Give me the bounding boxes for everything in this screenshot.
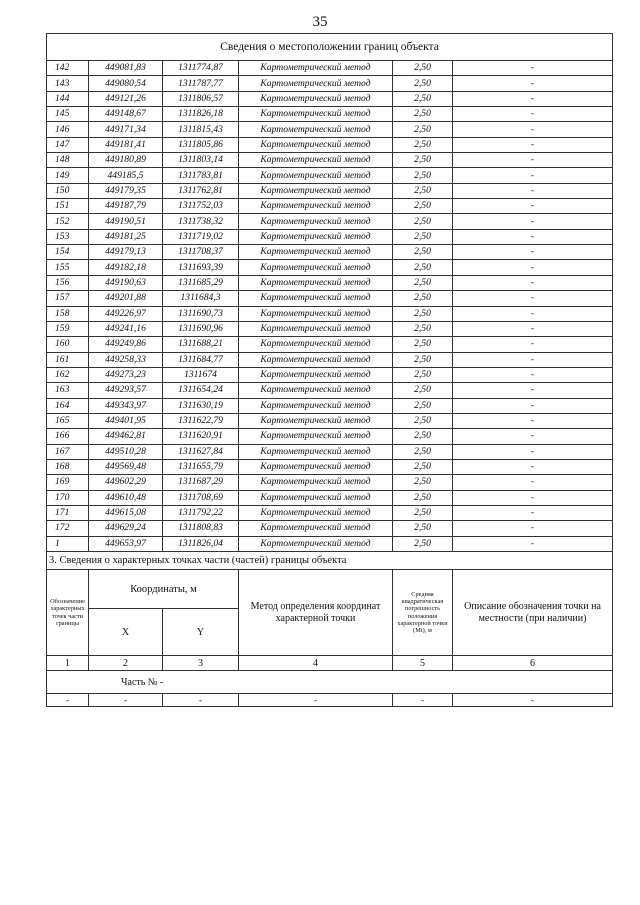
cell-x: 449569,48 [89, 459, 163, 474]
cell-n: 172 [47, 521, 89, 536]
part-cell [47, 671, 613, 694]
cell-n: 142 [47, 61, 89, 76]
cell-y: 1311684,3 [163, 291, 239, 306]
cell-desc: - [453, 521, 613, 536]
empty-cell: - [47, 694, 89, 707]
cell-n: 151 [47, 199, 89, 214]
cell-n: 170 [47, 490, 89, 505]
cell-method: Картометрический метод [239, 352, 393, 367]
cell-desc: - [453, 444, 613, 459]
table-row [47, 383, 613, 398]
table-row [47, 153, 613, 168]
cell-n: 150 [47, 183, 89, 198]
cell-x: 449258,33 [89, 352, 163, 367]
cell-x: 449273,23 [89, 367, 163, 382]
cell-desc: - [453, 413, 613, 428]
cell-n: 148 [47, 153, 89, 168]
cell-mt: 2,50 [393, 352, 453, 367]
cell-y: 1311654,24 [163, 383, 239, 398]
table-row [47, 352, 613, 367]
cell-desc: - [453, 183, 613, 198]
cell-n: 161 [47, 352, 89, 367]
cell-n: 160 [47, 337, 89, 352]
header-mt: Средняя квадратическая погрешность положения характерной точки (Mt), м [393, 570, 453, 656]
section-title-row [47, 34, 613, 61]
cell-x: 449241,16 [89, 321, 163, 336]
cell-method: Картометрический метод [239, 505, 393, 520]
cell-mt: 2,50 [393, 398, 453, 413]
cell-y: 1311808,83 [163, 521, 239, 536]
table-row [47, 229, 613, 244]
cell-x: 449653,97 [89, 536, 163, 551]
cell-n: 156 [47, 275, 89, 290]
cell-method: Картометрический метод [239, 168, 393, 183]
cell-n: 1 [47, 536, 89, 551]
cell-n: 171 [47, 505, 89, 520]
table-row [47, 505, 613, 520]
cell-method: Картометрический метод [239, 444, 393, 459]
table-row [47, 291, 613, 306]
cell-mt: 2,50 [393, 107, 453, 122]
cell-y: 1311762,81 [163, 183, 239, 198]
column-number: 5 [393, 656, 453, 671]
header-point: Обозначение характерных точек части границы [47, 570, 89, 656]
column-number: 2 [89, 656, 163, 671]
table-row [47, 137, 613, 152]
cell-desc: - [453, 229, 613, 244]
cell-mt: 2,50 [393, 367, 453, 382]
cell-n: 164 [47, 398, 89, 413]
cell-y: 1311783,81 [163, 168, 239, 183]
table-row [47, 214, 613, 229]
table-row [47, 76, 613, 91]
cell-method: Картометрический метод [239, 122, 393, 137]
cell-x: 449080,54 [89, 76, 163, 91]
cell-x: 449615,08 [89, 505, 163, 520]
cell-mt: 2,50 [393, 199, 453, 214]
cell-y: 1311674 [163, 367, 239, 382]
cell-y: 1311792,22 [163, 505, 239, 520]
cell-desc: - [453, 153, 613, 168]
cell-x: 449201,88 [89, 291, 163, 306]
cell-y: 1311708,37 [163, 245, 239, 260]
cell-desc: - [453, 475, 613, 490]
cell-n: 158 [47, 306, 89, 321]
cell-mt: 2,50 [393, 183, 453, 198]
header-desc: Описание обозначения точки на местности (при наличии) [453, 570, 613, 656]
cell-method: Картометрический метод [239, 245, 393, 260]
cell-mt: 2,50 [393, 137, 453, 152]
cell-y: 1311684,77 [163, 352, 239, 367]
cell-method: Картометрический метод [239, 76, 393, 91]
cell-method: Картометрический метод [239, 291, 393, 306]
cell-x: 449185,5 [89, 168, 163, 183]
cell-mt: 2,50 [393, 306, 453, 321]
cell-n: 154 [47, 245, 89, 260]
cell-mt: 2,50 [393, 91, 453, 106]
cell-method: Картометрический метод [239, 214, 393, 229]
cell-desc: - [453, 245, 613, 260]
cell-n: 147 [47, 137, 89, 152]
part-label: Часть № - [121, 676, 164, 688]
cell-method: Картометрический метод [239, 137, 393, 152]
cell-n: 143 [47, 76, 89, 91]
column-number: 3 [163, 656, 239, 671]
cell-x: 449343,97 [89, 398, 163, 413]
table-row [47, 490, 613, 505]
table-row [47, 61, 613, 76]
cell-mt: 2,50 [393, 429, 453, 444]
empty-cell: - [453, 694, 613, 707]
cell-y: 1311806,57 [163, 91, 239, 106]
cell-method: Картометрический метод [239, 306, 393, 321]
cell-method: Картометрический метод [239, 260, 393, 275]
cell-n: 145 [47, 107, 89, 122]
cell-method: Картометрический метод [239, 490, 393, 505]
cell-mt: 2,50 [393, 536, 453, 551]
column-numbers-row [47, 656, 613, 671]
cell-desc: - [453, 91, 613, 106]
cell-y: 1311622,79 [163, 413, 239, 428]
cell-mt: 2,50 [393, 521, 453, 536]
cell-x: 449610,48 [89, 490, 163, 505]
boundary-table-body [47, 34, 613, 707]
cell-x: 449510,28 [89, 444, 163, 459]
cell-x: 449121,26 [89, 91, 163, 106]
cell-mt: 2,50 [393, 505, 453, 520]
cell-desc: - [453, 505, 613, 520]
cell-desc: - [453, 61, 613, 76]
cell-n: 149 [47, 168, 89, 183]
table-row [47, 321, 613, 336]
column-number: 4 [239, 656, 393, 671]
cell-x: 449081,83 [89, 61, 163, 76]
cell-y: 1311803,14 [163, 153, 239, 168]
table-row [47, 367, 613, 382]
cell-n: 146 [47, 122, 89, 137]
table-row [47, 275, 613, 290]
cell-desc: - [453, 214, 613, 229]
cell-mt: 2,50 [393, 61, 453, 76]
cell-mt: 2,50 [393, 337, 453, 352]
cell-desc: - [453, 429, 613, 444]
section-title: Сведения о местоположении границ объекта [47, 34, 613, 61]
table-row [47, 521, 613, 536]
cell-x: 449629,24 [89, 521, 163, 536]
cell-y: 1311690,96 [163, 321, 239, 336]
table-row [47, 413, 613, 428]
cell-method: Картометрический метод [239, 321, 393, 336]
cell-y: 1311687,29 [163, 475, 239, 490]
cell-mt: 2,50 [393, 459, 453, 474]
table-row [47, 306, 613, 321]
cell-method: Картометрический метод [239, 398, 393, 413]
cell-desc: - [453, 306, 613, 321]
cell-method: Картометрический метод [239, 61, 393, 76]
cell-mt: 2,50 [393, 321, 453, 336]
cell-x: 449179,13 [89, 245, 163, 260]
cell-method: Картометрический метод [239, 337, 393, 352]
cell-mt: 2,50 [393, 214, 453, 229]
cell-x: 449181,41 [89, 137, 163, 152]
cell-desc: - [453, 137, 613, 152]
table-row [47, 183, 613, 198]
table-row [47, 536, 613, 551]
section3-title-row [47, 552, 613, 570]
cell-mt: 2,50 [393, 275, 453, 290]
cell-y: 1311719,02 [163, 229, 239, 244]
cell-method: Картометрический метод [239, 229, 393, 244]
cell-mt: 2,50 [393, 260, 453, 275]
cell-method: Картометрический метод [239, 383, 393, 398]
boundary-table-wrap [46, 33, 612, 707]
table-row [47, 429, 613, 444]
cell-method: Картометрический метод [239, 413, 393, 428]
cell-y: 1311620,91 [163, 429, 239, 444]
cell-method: Картометрический метод [239, 459, 393, 474]
cell-desc: - [453, 352, 613, 367]
table-row [47, 122, 613, 137]
cell-method: Картометрический метод [239, 199, 393, 214]
cell-desc: - [453, 383, 613, 398]
cell-y: 1311738,32 [163, 214, 239, 229]
cell-desc: - [453, 107, 613, 122]
cell-method: Картометрический метод [239, 153, 393, 168]
cell-n: 157 [47, 291, 89, 306]
cell-y: 1311688,21 [163, 337, 239, 352]
table-row [47, 398, 613, 413]
cell-mt: 2,50 [393, 383, 453, 398]
cell-n: 162 [47, 367, 89, 382]
cell-desc: - [453, 275, 613, 290]
cell-method: Картометрический метод [239, 536, 393, 551]
cell-desc: - [453, 536, 613, 551]
table-row [47, 459, 613, 474]
cell-method: Картометрический метод [239, 475, 393, 490]
header-y: Y [163, 609, 239, 656]
cell-n: 144 [47, 91, 89, 106]
table-row [47, 245, 613, 260]
cell-x: 449148,67 [89, 107, 163, 122]
cell-y: 1311774,87 [163, 61, 239, 76]
cell-mt: 2,50 [393, 122, 453, 137]
table-row [47, 444, 613, 459]
page-number: 35 [312, 14, 328, 30]
cell-mt: 2,50 [393, 291, 453, 306]
column-number: 6 [453, 656, 613, 671]
cell-x: 449249,86 [89, 337, 163, 352]
cell-method: Картометрический метод [239, 275, 393, 290]
cell-desc: - [453, 321, 613, 336]
cell-x: 449190,51 [89, 214, 163, 229]
cell-y: 1311752,03 [163, 199, 239, 214]
cell-desc: - [453, 76, 613, 91]
column-number: 1 [47, 656, 89, 671]
cell-x: 449226,97 [89, 306, 163, 321]
cell-n: 155 [47, 260, 89, 275]
cell-y: 1311826,04 [163, 536, 239, 551]
cell-x: 449293,57 [89, 383, 163, 398]
header-coords: Координаты, м [89, 570, 239, 609]
cell-n: 159 [47, 321, 89, 336]
cell-x: 449462,81 [89, 429, 163, 444]
cell-x: 449181,25 [89, 229, 163, 244]
cell-n: 166 [47, 429, 89, 444]
cell-n: 167 [47, 444, 89, 459]
cell-desc: - [453, 459, 613, 474]
cell-mt: 2,50 [393, 168, 453, 183]
table-row [47, 475, 613, 490]
empty-part-row [47, 694, 613, 707]
empty-cell: - [393, 694, 453, 707]
table-row [47, 107, 613, 122]
cell-method: Картометрический метод [239, 429, 393, 444]
cell-method: Картометрический метод [239, 367, 393, 382]
cell-x: 449171,34 [89, 122, 163, 137]
cell-x: 449187,79 [89, 199, 163, 214]
cell-y: 1311693,39 [163, 260, 239, 275]
cell-y: 1311690,73 [163, 306, 239, 321]
cell-mt: 2,50 [393, 413, 453, 428]
cell-y: 1311805,86 [163, 137, 239, 152]
cell-n: 152 [47, 214, 89, 229]
cell-mt: 2,50 [393, 153, 453, 168]
cell-desc: - [453, 168, 613, 183]
cell-desc: - [453, 398, 613, 413]
table-row [47, 168, 613, 183]
cell-y: 1311787,77 [163, 76, 239, 91]
cell-x: 449190,63 [89, 275, 163, 290]
cell-y: 1311655,79 [163, 459, 239, 474]
header-method: Метод определения координат характерной точки [239, 570, 393, 656]
cell-y: 1311708,69 [163, 490, 239, 505]
cell-desc: - [453, 199, 613, 214]
cell-n: 163 [47, 383, 89, 398]
cell-mt: 2,50 [393, 475, 453, 490]
cell-y: 1311826,18 [163, 107, 239, 122]
section3-title: 3. Сведения о характерных точках части (частей) границы объекта [47, 552, 613, 570]
cell-y: 1311685,29 [163, 275, 239, 290]
table-row [47, 337, 613, 352]
section3-header-row [47, 570, 613, 609]
cell-method: Картометрический метод [239, 91, 393, 106]
cell-method: Картометрический метод [239, 521, 393, 536]
cell-mt: 2,50 [393, 229, 453, 244]
cell-mt: 2,50 [393, 76, 453, 91]
cell-x: 449182,18 [89, 260, 163, 275]
empty-cell: - [89, 694, 163, 707]
empty-cell: - [239, 694, 393, 707]
table-row [47, 199, 613, 214]
table-row [47, 260, 613, 275]
table-row [47, 91, 613, 106]
cell-desc: - [453, 260, 613, 275]
cell-desc: - [453, 291, 613, 306]
cell-mt: 2,50 [393, 245, 453, 260]
cell-x: 449180,89 [89, 153, 163, 168]
cell-x: 449179,35 [89, 183, 163, 198]
cell-desc: - [453, 337, 613, 352]
cell-method: Картометрический метод [239, 183, 393, 198]
boundary-table [46, 33, 613, 707]
cell-desc: - [453, 122, 613, 137]
cell-n: 165 [47, 413, 89, 428]
part-row [47, 671, 613, 694]
cell-mt: 2,50 [393, 444, 453, 459]
empty-cell: - [163, 694, 239, 707]
cell-method: Картометрический метод [239, 107, 393, 122]
cell-y: 1311630,19 [163, 398, 239, 413]
cell-y: 1311815,43 [163, 122, 239, 137]
cell-n: 169 [47, 475, 89, 490]
header-x: X [89, 609, 163, 656]
cell-y: 1311627,84 [163, 444, 239, 459]
cell-desc: - [453, 490, 613, 505]
cell-n: 168 [47, 459, 89, 474]
cell-x: 449602,29 [89, 475, 163, 490]
cell-desc: - [453, 367, 613, 382]
cell-x: 449401,95 [89, 413, 163, 428]
cell-mt: 2,50 [393, 490, 453, 505]
cell-n: 153 [47, 229, 89, 244]
